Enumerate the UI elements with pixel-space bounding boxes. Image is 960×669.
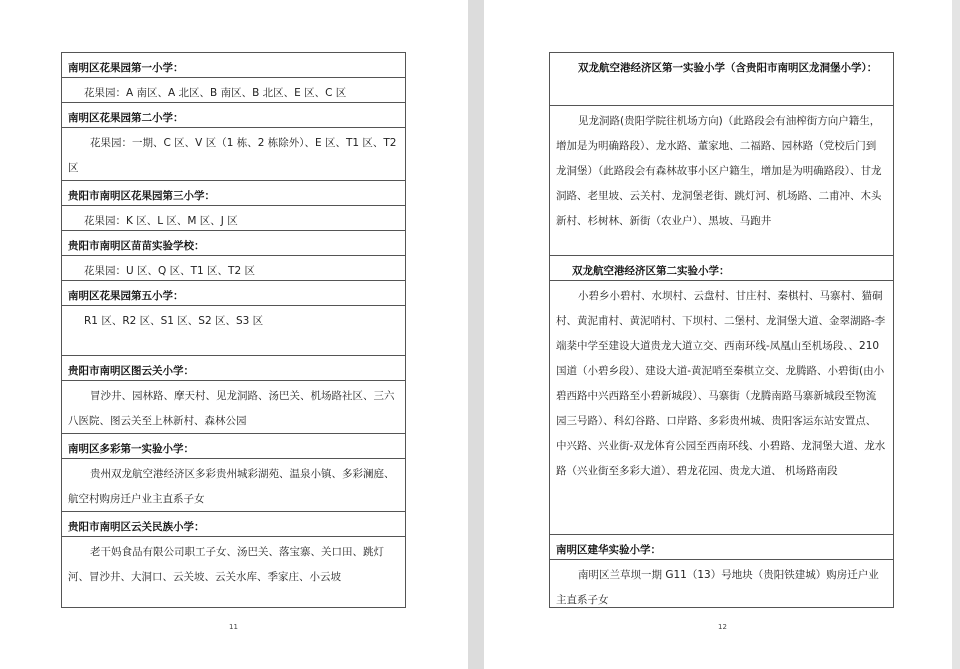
page-number: 12 — [718, 623, 727, 631]
school-name: 南明区多彩第一实验小学： — [62, 434, 405, 459]
school-name: 南明区花果园第一小学： — [62, 53, 405, 78]
page-gutter — [468, 0, 484, 669]
school-area: 贵州双龙航空港经济区多彩贵州城彩湖苑、温泉小镇、多彩澜庭、航空村购房迁户业主直系子女 — [62, 459, 405, 512]
left-page — [0, 0, 468, 669]
school-name: 贵阳市南明区图云关小学： — [62, 356, 405, 381]
school-area: 老干妈食品有限公司职工子女、汤巴关、落宝寨、关口田、跳灯河、冒沙井、大洞口、云关坡、云关水库、季家庄、小云坡 — [68, 546, 384, 583]
school-area: 花果园：U 区、Q 区、T1 区、T2 区 — [62, 256, 405, 281]
school-area: 小碧乡小碧村、水坝村、云盘村、甘庄村、秦棋村、马寨村、猫硐村、黄泥甫村、黄泥哨村、下坝村、二堡村、龙洞堡大道、金翠湖路-李端棻中学至建设大道贵龙大道立交、西南环线-凤凰山至机场段、、210 国道（小碧乡段）、建设大道-黄泥哨至秦棋立交、龙腾路、小碧街(由小碧西路中兴西路至小碧新城段）、马寨街（龙腾南路马寨新城段至物流园三号路）、科幻谷路、口岸路、多彩贵州城、贵阳客运东站安置点、中兴路、兴业街-双龙体育公园至西南环线、小碧路、龙洞堡大道、龙水路（兴业街至多彩大道）、碧龙花园、贵龙大道、 机场路南段 — [550, 281, 893, 535]
right-school-table — [549, 52, 894, 608]
school-name: 贵阳市南明区云关民族小学： — [62, 512, 405, 537]
school-name: 南明区花果园第五小学： — [62, 281, 405, 306]
school-area: 花果园：K 区、L 区、M 区、J 区 — [62, 206, 405, 231]
school-name: 贵阳市南明区苗苗实验学校： — [62, 231, 405, 256]
school-name: 贵阳市南明区花果园第三小学： — [62, 181, 405, 206]
school-name: 双龙航空港经济区第二实验小学： — [550, 256, 893, 281]
school-area: 花果园：A 南区、A 北区、B 南区、B 北区、E 区、C 区 — [62, 78, 405, 103]
school-area: 花果园：一期、C 区、V 区（1 栋、2 栋除外）、E 区、T1 区、T2 区 — [62, 128, 405, 181]
school-name: 双龙航空港经济区第一实验小学（含贵阳市南明区龙洞堡小学）： — [550, 53, 893, 106]
school-area: R1 区、R2 区、S1 区、S2 区、S3 区 — [62, 306, 405, 356]
left-school-table — [61, 52, 406, 608]
school-area: 冒沙井、园林路、摩天村、见龙洞路、汤巴关、机场路社区、三六八医院、图云关至上林新村、森林公园 — [62, 381, 405, 434]
school-name: 南明区花果园第二小学： — [62, 103, 405, 128]
page-number: 11 — [229, 623, 238, 631]
right-page — [484, 0, 952, 669]
school-area: 南明区兰草坝一期 G11（13）号地块（贵阳铁建城）购房迁户业主直系子女 — [556, 569, 879, 606]
school-area: 见龙洞路(贵阳学院往机场方向)（此路段会有油榨街方向户籍生，增加是为明确路段）、龙水路、董家地、二福路、园林路（党校后门到龙洞堡）（此路段会有森林故事小区户籍生，增加是为明确路段）、甘龙洞路、老里坡、云关村、龙洞堡老街、跳灯河、机场路、二甫冲、木头新村、杉树林、新街（农业户）、黑坡、马跑井 — [550, 106, 893, 256]
school-name: 南明区建华实验小学： — [550, 535, 893, 560]
